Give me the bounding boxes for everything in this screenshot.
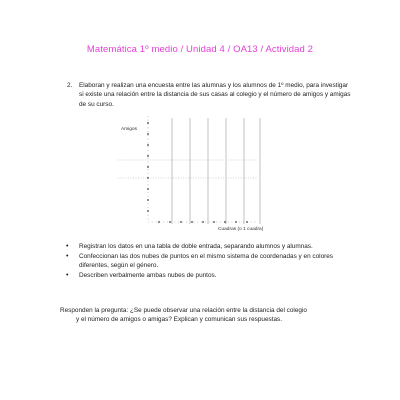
data-point: [224, 221, 226, 223]
list-item: • Confeccionan las dos nubes de puntos en el mismo sistema de coordenadas y en colores diferentes, según el género.: [66, 252, 333, 270]
question-line-1: Responden la pregunta: ¿Se puede observar una relación entre la distancia del colegio: [60, 307, 307, 314]
data-point: [147, 188, 149, 190]
closing-question: [60, 306, 360, 325]
data-point: [147, 177, 149, 179]
data-point: [202, 221, 204, 223]
bullet-icon: •: [66, 243, 69, 250]
data-point: [147, 122, 149, 124]
chart-svg: [118, 114, 264, 232]
activity-text: Elaboran y realizan una encuesta entre las alumnas y los alumnos de 1º medio, para investigar si existe una relación entre la distancia de sus casas al colegio y el número de amigos y amigas de su curso.: [79, 82, 351, 108]
chart-grid: [118, 118, 260, 224]
instruction-list: [66, 242, 356, 281]
data-point: [147, 210, 149, 212]
chart-points: [147, 122, 248, 223]
data-point: [191, 221, 193, 223]
data-point: [147, 133, 149, 135]
data-point: [147, 166, 149, 168]
x-axis-label: Cuadras (o 1 cuadra): [218, 227, 264, 232]
data-point: [147, 155, 149, 157]
page-title: Matemática 1º medio / Unidad 4 / OA13 / Actividad 2: [86, 44, 314, 55]
data-point: [246, 221, 248, 223]
data-point: [169, 221, 171, 223]
scatter-chart: [118, 114, 264, 232]
data-point: [158, 221, 160, 223]
bullet-icon: •: [66, 252, 69, 260]
y-axis-label: Amigos: [121, 127, 137, 132]
bullet-icon: •: [66, 272, 69, 280]
data-point: [147, 199, 149, 201]
chart-axes: [148, 116, 256, 222]
list-item: • Registran los datos en una tabla de doble entrada, separando alumnos y alumnas.: [66, 243, 313, 250]
question-line-2: y el número de amigos o amigas? Explican y comunican sus respuestas.: [76, 316, 283, 324]
data-point: [147, 144, 149, 146]
data-point: [235, 221, 237, 223]
data-point: [213, 221, 215, 223]
activity-number: 2.: [67, 82, 73, 89]
list-item: • Describen verbalmente ambas nubes de puntos.: [66, 272, 217, 280]
data-point: [180, 221, 182, 223]
